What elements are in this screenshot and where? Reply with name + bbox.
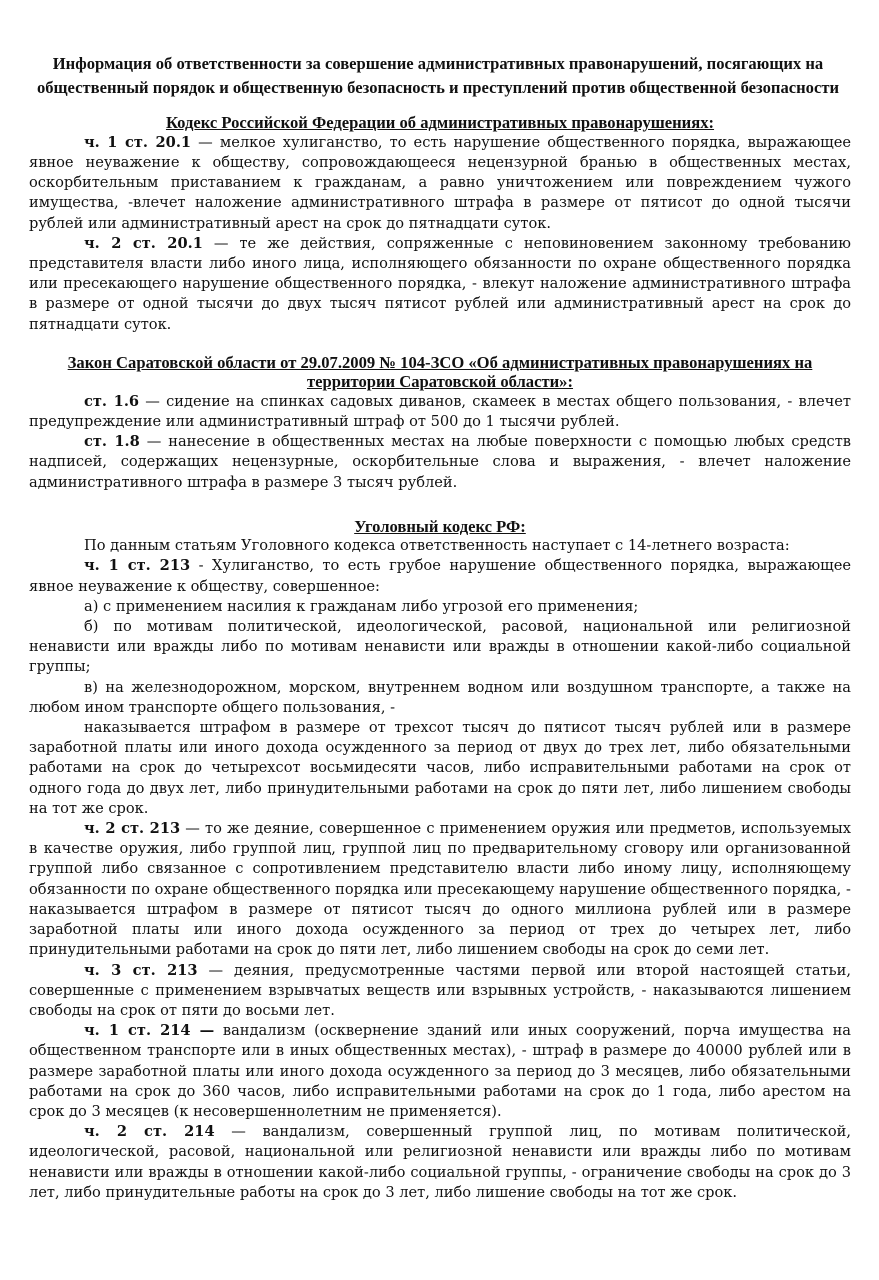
article-label: ч. 2 ст. 20.1 xyxy=(84,234,203,252)
document-title: Информация об ответственности за совершение административных правонарушений, посягающих на общественный порядок и общественную безопасность и преступлений против общественной безопасности xyxy=(36,54,840,97)
paragraph xyxy=(29,392,851,432)
article-text: - Хулиганство, то есть грубое нарушение общественного порядка, выражающее явное неуважение к обществу, совершенное: xyxy=(29,557,851,595)
paragraph-text: а) с применением насилия к гражданам либо угрозой его применения; xyxy=(84,597,639,615)
paragraph xyxy=(29,234,851,335)
paragraph xyxy=(29,597,851,617)
article-text: — нанесение в общественных местах на любые поверхности с помощью любых средств надписей, содержащих нецензурные, оскорбительные слова и выражения, - влечет наложение административного штрафа в размере 3 тысяч рублей. xyxy=(29,433,851,491)
article-label: ст. 1.8 xyxy=(84,433,140,451)
paragraph xyxy=(29,536,851,556)
paragraph-text: б) по мотивам политической, идеологической, расовой, национальной или религиозной ненависти или вражды либо по мотивам ненависти или вражды в отношении какой-либо социальной группы; xyxy=(29,618,851,676)
paragraph xyxy=(29,432,851,493)
paragraph xyxy=(29,556,851,596)
article-text: — деяния, предусмотренные частями первой или второй настоящей статьи, совершенные с применением взрывчатых веществ или взрывных устройств, - наказываются лишением свободы на срок от пяти до восьми лет. xyxy=(29,961,851,1019)
paragraph xyxy=(29,961,851,1022)
article-label: ч. 1 ст. 214 — xyxy=(84,1022,215,1040)
article-text: вандализм (осквернение зданий или иных сооружений, порча имущества на общественном транспорте или в иных общественных местах), - штраф в размере до 40000 рублей или в размере заработной платы или иного дохода осужденного за период до 3 месяцев, либо обязательными работами на срок до 360 часов, либо исправительными работами на срок до 1 года, либо арестом на срок до 3 месяцев (к несовершеннолетним не применяется). xyxy=(29,1022,851,1120)
section-heading-criminal-code: Уголовный кодекс РФ: xyxy=(354,516,526,536)
paragraph xyxy=(29,617,851,678)
paragraph-text: наказывается штрафом в размере от трехсот тысяч до пятисот тысяч рублей или в размере заработной платы или иного дохода осужденного за период от двух до трех лет, либо обязательными работами на срок до четырехсот восьмидесяти часов, либо исправительными работами на срок от одного года до двух лет, либо принудительными работами на срок до пяти лет, либо лишением свободы на тот же срок. xyxy=(29,719,851,817)
paragraph-text: По данным статьям Уголовного кодекса ответственность наступает с 14-летнего возраста: xyxy=(84,537,790,555)
article-text: — вандализм, совершенный группой лиц, по мотивам политической, идеологической, расовой, национальной или религиозной ненависти или вражды либо по мотивам ненависти или вражды в отношении какой-либо социальной группы, - ограничение свободы на срок до 3 лет, либо принудительные работы на срок до 3 лет, либо лишение свободы на тот же срок. xyxy=(29,1123,851,1201)
paragraph xyxy=(29,1122,851,1203)
paragraph-text: в) на железнодорожном, морском, внутреннем водном или воздушном транспорте, а также на любом ином транспорте общего пользования, - xyxy=(29,678,851,716)
section-heading-saratov-law: Закон Саратовской области от 29.07.2009 № 104-ЗСО «Об административных правонарушениях на территории Саратовской области»: xyxy=(67,352,813,392)
article-label: ч. 1 ст. 20.1 xyxy=(84,133,192,151)
paragraph xyxy=(29,678,851,718)
article-text: — те же действия, сопряженные с неповиновением законному требованию представителя власти либо иного лица, исполняющего обязанности по охране общественного порядка или пресекающего нарушение общественного порядка, - влекут наложение административного штрафа в размере от одной тысячи до двух тысяч пятисот рублей или административный арест на срок до пятнадцати суток. xyxy=(29,234,852,333)
paragraph xyxy=(29,819,851,960)
paragraph xyxy=(29,1021,851,1122)
article-label: ч. 1 ст. 213 xyxy=(84,557,191,575)
section-heading-koap: Кодекс Российской Федерации об административных правонарушениях: xyxy=(165,113,715,133)
paragraph xyxy=(29,133,851,234)
article-text: — то же деяние, совершенное с применением оружия или предметов, используемых в качестве оружия, либо группой лиц, группой лиц по предварительному сговору или организованной группой либо связанное с сопротивлением представителю власти либо иному лицу, исполняющему обязанности по охране общественного порядка или пресекающему нарушение общественного порядка, - наказывается штрафом в размере от пятисот тысяч до одного миллиона рублей или в размере заработной платы или иного дохода осужденного за период от трех до четырех лет, либо принудительными работами на срок до пяти лет, либо лишением свободы на срок до семи лет. xyxy=(29,820,851,959)
paragraph xyxy=(29,718,851,819)
article-text: — сидение на спинках садовых диванов, скамеек в местах общего пользования, - влечет предупреждение или административный штраф от 500 до 1 тысячи рублей. xyxy=(29,392,851,430)
article-label: ст. 1.6 xyxy=(84,392,140,410)
article-label: ч. 2 ст. 213 xyxy=(84,820,181,838)
article-text: — мелкое хулиганство, то есть нарушение общественного порядка, выражающее явное неуважение к обществу, сопровождающееся нецензурной бранью в общественных местах, оскорбительным приставанием к гражданам, а равно уничтожением или повреждением чужого имущества, -влечет наложение административного штрафа в размере от пятисот до одной тысячи рублей или административный арест на срок до пятнадцати суток. xyxy=(29,133,851,232)
article-label: ч. 2 ст. 214 xyxy=(84,1123,215,1141)
article-label: ч. 3 ст. 213 xyxy=(84,961,198,979)
